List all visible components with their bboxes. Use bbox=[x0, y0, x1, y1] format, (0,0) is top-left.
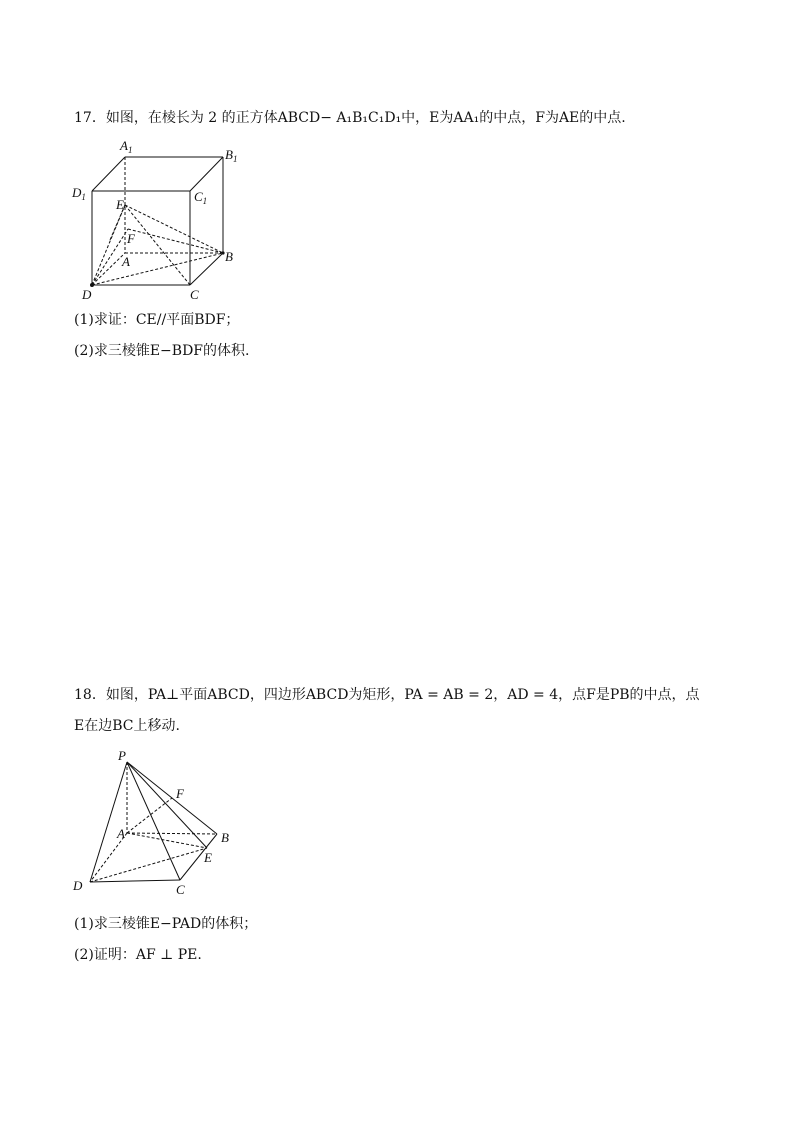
problem-17-question-1: (1)求证：CE//平面BDF； bbox=[74, 312, 240, 328]
problem-17-stem: 17．如图，在棱长为 2 的正方体ABCD− A₁B₁C₁D₁中，E为AA₁的中点，F为AE的中点. bbox=[74, 110, 626, 126]
edge-d-a bbox=[92, 253, 125, 285]
problem-17-question-2: (2)求三棱锥E−BDF的体积. bbox=[74, 343, 250, 359]
label-a: A bbox=[122, 254, 130, 269]
segment-e-b bbox=[125, 205, 223, 253]
segment-f-b bbox=[128, 229, 223, 253]
segment-d-b bbox=[92, 253, 223, 285]
edge-d-c bbox=[90, 880, 180, 882]
label-f: F bbox=[127, 231, 135, 246]
problem-18-question-2: (2)证明：AF ⊥ PE. bbox=[74, 947, 202, 963]
label-c: C bbox=[190, 287, 199, 302]
segment-d-e bbox=[90, 848, 207, 882]
label-p: P bbox=[118, 748, 126, 763]
label-d: D bbox=[73, 878, 83, 893]
edge-c1-b1 bbox=[190, 157, 223, 191]
edge-c-b bbox=[190, 253, 223, 285]
edge-d1-a1 bbox=[92, 157, 125, 191]
problem-18-question-1: (1)求三棱锥E−PAD的体积； bbox=[74, 916, 258, 932]
cube-figure bbox=[70, 135, 250, 305]
label-a1: $A_1$ bbox=[120, 138, 133, 155]
label-a: A bbox=[117, 826, 125, 841]
edge-p-d bbox=[90, 762, 127, 882]
label-b1: $B_1$ bbox=[225, 147, 238, 164]
edge-a-b bbox=[127, 833, 217, 834]
label-e: E bbox=[204, 850, 212, 865]
label-d: D bbox=[82, 287, 92, 302]
edge-p-c bbox=[127, 762, 180, 880]
label-c1: $C_1$ bbox=[194, 189, 208, 206]
pyramid-figure bbox=[70, 748, 250, 903]
problem-18-stem-line-1: 18．如图，PA⊥平面ABCD，四边形ABCD为矩形，PA = AB = 2，AD = 4，点F是PB的中点，点 bbox=[74, 687, 700, 703]
label-f: F bbox=[176, 786, 184, 801]
label-b: B bbox=[225, 249, 233, 264]
label-c: C bbox=[176, 882, 185, 897]
label-e: E bbox=[116, 197, 124, 212]
label-b: B bbox=[221, 830, 229, 845]
problem-18-stem-line-2: E在边BC上移动. bbox=[74, 718, 180, 734]
label-d1: $D_1$ bbox=[72, 185, 86, 202]
